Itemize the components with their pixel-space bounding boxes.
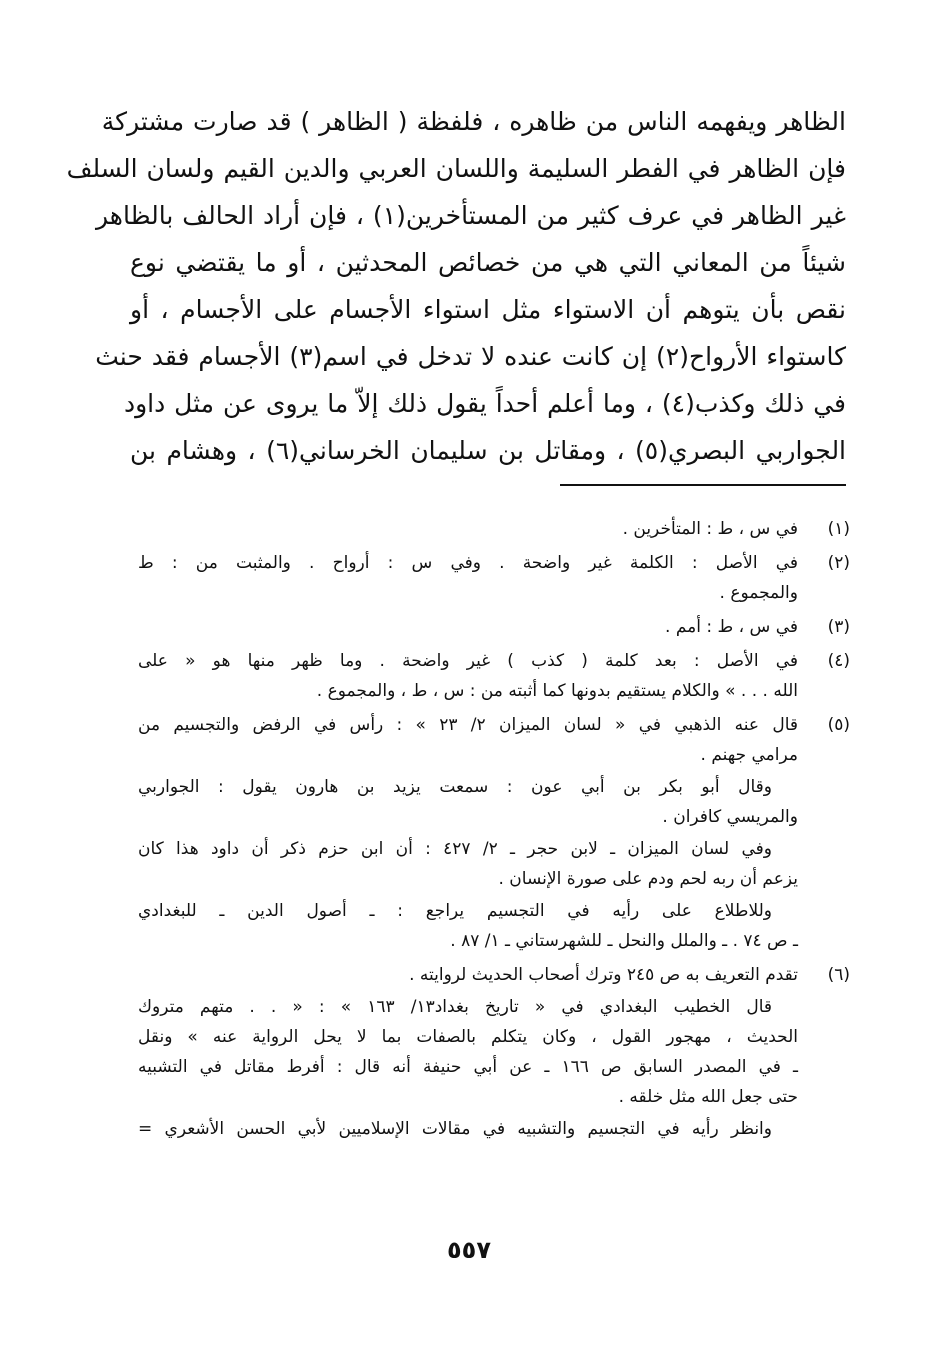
main-text-line: في ذلك وكذب(٤) ، وما أعلم أحداً يقول ذلك إلاّ ما يروى عن مثل داود [123, 389, 846, 418]
footnote-line: الحديث ، مهجور القول ، وكان يتكلم بالصفات بما لا يحل الرواية عنه » ونقل [138, 1027, 798, 1047]
main-text-line: شيئاً من المعاني التي هي من خصائص المحدثين ، أو ما يقتضي نوع [130, 248, 846, 277]
footnote-number: (١) [827, 519, 850, 539]
page-number: ٥٥٧ [447, 1236, 491, 1264]
footnote-paragraph [138, 834, 798, 894]
footnote-number: (٦) [827, 965, 850, 985]
footnote-line: في س ، ط : أمم . [665, 617, 798, 637]
footnote-line: ـ ص ٧٤ . ـ والملل والنحل ـ للشهرستاني ـ ١/ ٨٧ . [450, 931, 798, 951]
footnote-line: في س ، ط : المتأخرين . [622, 519, 798, 539]
footnote-line: يزعم أن ربه لحم ودم على صورة الإنسان . [498, 869, 798, 889]
footnote-6 [138, 960, 850, 1144]
footnote-line: والمريسي كافران . [662, 807, 798, 827]
main-text-block [66, 98, 847, 474]
footnote-3 [138, 612, 850, 642]
footnote-paragraph [138, 1114, 798, 1144]
footnote-line: في الأصل : بعد كلمة ( كذب ) غير واضحة . وما ظهر منها هو « على [138, 651, 798, 671]
footnote-line: والمجموع . [719, 583, 798, 603]
footnote-5 [138, 710, 850, 956]
footnote-paragraph [138, 896, 798, 956]
footnote-line: ـ في المصدر السابق ص ١٦٦ ـ عن أبي حنيفة أنه قال : أفرط مقاتل في التشبيه [138, 1057, 798, 1077]
footnote-line: وفي لسان الميزان ـ لابن حجر ـ ٢/ ٤٢٧ : أن ابن حزم ذكر أن داود هذا كان [138, 839, 772, 859]
footnote-2 [138, 548, 850, 608]
footnote-number: (٢) [827, 553, 850, 573]
main-text-line: الظاهر ويفهمه الناس من ظاهره ، فلفظة ( الظاهر ) قد صارت مشتركة [101, 107, 846, 136]
footnote-number: (٤) [827, 651, 850, 671]
footnote-line: قال الخطيب البغدادي في « تاريخ بغداد١٣/ ١٦٣ » : « . . متهم متروك [138, 997, 773, 1017]
footnote-line: مرامي جهنم . [700, 745, 798, 765]
main-text-line: غير الظاهر في عرف كثير من المستأخرين(١) ، فإن أراد الحالف بالظاهر [96, 201, 846, 230]
footnote-line: حتى جعل الله مثل خلقه . [618, 1087, 798, 1107]
footnote-line: الله . . . » والكلام يستقيم بدونها كما أثبته من : س ، ط ، والمجموع . [316, 681, 798, 701]
footnote-paragraph [138, 772, 798, 832]
footnote-line: وقال أبو بكر بن أبي عون : سمعت يزيد بن هارون يقول : الجواربي [138, 777, 772, 797]
footnote-4 [138, 646, 850, 706]
main-text-line: نقص بأن يتوهم أن الاستواء مثل استواء الأجسام على الأجسام ، أو [130, 295, 846, 324]
footnote-separator [560, 484, 846, 486]
footnotes [138, 514, 850, 1148]
footnote-line: تقدم التعريف به ص ٢٤٥ وترك أصحاب الحديث لروايته . [409, 965, 798, 985]
footnote-paragraph [138, 992, 798, 1112]
footnote-line: وللاطلاع على رأيه في التجسيم يراجع : ـ أصول الدين ـ للبغدادي [138, 901, 772, 921]
footnote-1 [138, 514, 850, 544]
footnote-number: (٣) [827, 617, 850, 637]
footnote-number: (٥) [827, 715, 850, 735]
footnote-line: وانظر رأيه في التجسيم والتشبيه في مقالات الإسلاميين لأبي الحسن الأشعري = [138, 1119, 772, 1139]
main-text-line: الجواربي البصري(٥) ، ومقاتل بن سليمان الخرساني(٦) ، وهشام بن [130, 436, 847, 465]
footnote-line: قال عنه الذهبي في « لسان الميزان ٢/ ٢٣ » : رأس في الرفض والتجسيم من [138, 715, 799, 735]
main-text-line: فإن الظاهر في الفطر السليمة واللسان العربي والدين القيم ولسان السلف [66, 154, 846, 183]
main-text-line: كاستواء الأرواح(٢) إن كانت عنده لا تدخل في اسم(٣) الأجسام فقد حنث [95, 342, 846, 371]
footnote-line: في الأصل : الكلمة غير واضحة . وفي س : أرواح . والمثبت من : ط [138, 553, 798, 573]
